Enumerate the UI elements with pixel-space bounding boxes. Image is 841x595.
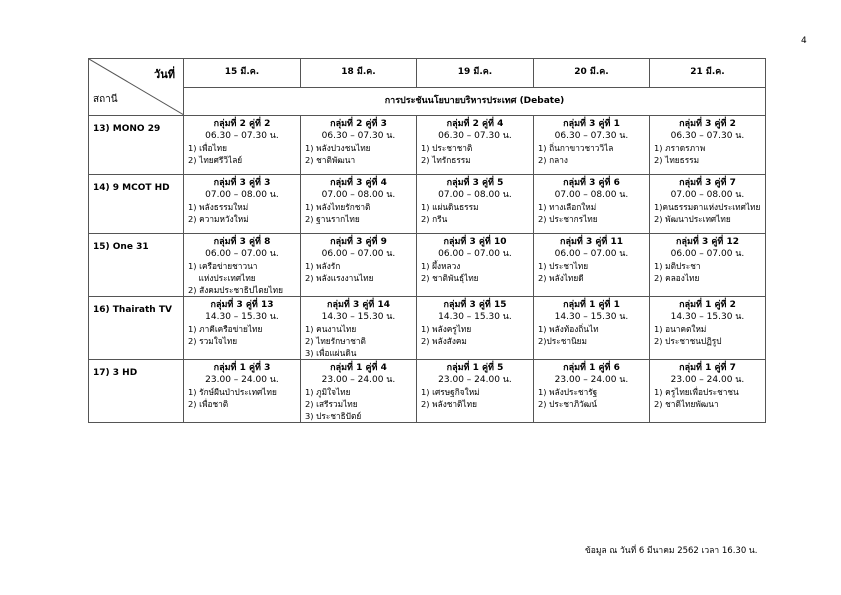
time-slot: 06.00 – 07.00 น. bbox=[670, 249, 745, 259]
group-pair-label: กลุ่มที่ 1 คู่ที่ 5 bbox=[446, 363, 504, 373]
schedule-cell bbox=[650, 175, 766, 234]
group-pair-label: กลุ่มที่ 3 คู่ที่ 8 bbox=[213, 237, 271, 247]
time-slot: 23.00 – 24.00 น. bbox=[554, 375, 629, 385]
party-name: 2) กลาง bbox=[538, 155, 568, 165]
party-name: 2) ความหวังใหม่ bbox=[188, 214, 249, 224]
schedule-cell bbox=[534, 116, 650, 175]
schedule-cell bbox=[417, 297, 534, 360]
data-timestamp-note: ข้อมูล ณ วันที่ 6 มีนาคม 2562 เวลา 16.30 น. bbox=[585, 546, 758, 556]
debate-schedule-table bbox=[88, 58, 766, 423]
group-pair-label: กลุ่มที่ 3 คู่ที่ 14 bbox=[327, 300, 390, 310]
station-name: 16) Thairath TV bbox=[89, 297, 184, 360]
group-pair-label: กลุ่มที่ 2 คู่ที่ 2 bbox=[213, 119, 271, 129]
party-name: 1) ภูมิใจไทย bbox=[305, 387, 351, 397]
time-slot: 23.00 – 24.00 น. bbox=[670, 375, 745, 385]
schedule-cell bbox=[417, 116, 534, 175]
schedule-cell bbox=[301, 234, 417, 297]
party-name: 1) พลังปวงชนไทย bbox=[305, 143, 371, 153]
party-name: 1) ประชาชาติ bbox=[421, 143, 473, 153]
corner-header-cell bbox=[89, 59, 184, 116]
party-name: 2) คลองไทย bbox=[654, 273, 700, 283]
schedule-cell bbox=[417, 234, 534, 297]
time-slot: 06.00 – 07.00 น. bbox=[205, 249, 279, 259]
time-slot: 14.30 – 15.30 น. bbox=[321, 312, 396, 322]
schedule-cell bbox=[184, 234, 301, 297]
corner-station-label: สถานี bbox=[93, 94, 118, 105]
schedule-cell bbox=[534, 234, 650, 297]
group-pair-label: กลุ่มที่ 1 คู่ที่ 3 bbox=[213, 363, 271, 373]
party-name: 2) รวมใจไทย bbox=[188, 336, 238, 346]
time-slot: 14.30 – 15.30 น. bbox=[670, 312, 745, 322]
station-name: 14) 9 MCOT HD bbox=[89, 175, 184, 234]
party-name: 1) ประชาไทย bbox=[538, 261, 589, 271]
time-slot: 06.30 – 07.30 น. bbox=[321, 131, 396, 141]
page-number: 4 bbox=[801, 36, 807, 46]
debate-title: การประชันนโยบายบริหารประเทศ (Debate) bbox=[184, 87, 766, 116]
schedule-cell bbox=[650, 116, 766, 175]
time-slot: 14.30 – 15.30 น. bbox=[554, 312, 629, 322]
group-pair-label: กลุ่มที่ 3 คู่ที่ 9 bbox=[330, 237, 387, 247]
group-pair-label: กลุ่มที่ 3 คู่ที่ 5 bbox=[446, 178, 504, 188]
party-name: 1) มติประชา bbox=[654, 261, 701, 271]
schedule-cell bbox=[534, 297, 650, 360]
party-name: 1) พลังรัก bbox=[305, 261, 341, 271]
party-name: 1) แผ่นดินธรรม bbox=[421, 202, 479, 212]
station-name: 13) MONO 29 bbox=[89, 116, 184, 175]
date-header: 19 มี.ค. bbox=[417, 59, 534, 88]
schedule-row bbox=[89, 175, 766, 234]
party-name: 1) ครูไทยเพื่อประชาชน bbox=[654, 387, 739, 397]
party-name: 1) เพื่อไทย bbox=[188, 143, 227, 153]
time-slot: 23.00 – 24.00 น. bbox=[321, 375, 396, 385]
party-name: 1) พลังไทยรักชาติ bbox=[305, 202, 371, 212]
group-pair-label: กลุ่มที่ 2 คู่ที่ 3 bbox=[330, 119, 387, 129]
group-pair-label: กลุ่มที่ 3 คู่ที่ 12 bbox=[676, 237, 739, 247]
time-slot: 14.30 – 15.30 น. bbox=[438, 312, 512, 322]
group-pair-label: กลุ่มที่ 3 คู่ที่ 1 bbox=[563, 119, 620, 129]
party-name: 2) ชาติไทยพัฒนา bbox=[654, 399, 719, 409]
time-slot: 06.30 – 07.30 น. bbox=[670, 131, 745, 141]
schedule-cell bbox=[301, 116, 417, 175]
time-slot: 07.00 – 08.00 น. bbox=[670, 190, 745, 200]
party-name: 1) พลังธรรมใหม่ bbox=[188, 202, 249, 212]
schedule-cell bbox=[417, 360, 534, 423]
time-slot: 07.00 – 08.00 น. bbox=[205, 190, 279, 200]
group-pair-label: กลุ่มที่ 1 คู่ที่ 2 bbox=[679, 300, 736, 310]
time-slot: 06.00 – 07.00 น. bbox=[554, 249, 629, 259]
party-name: 1) ผึ้งหลวง bbox=[421, 261, 461, 271]
schedule-cell bbox=[650, 297, 766, 360]
schedule-cell bbox=[184, 175, 301, 234]
schedule-cell bbox=[417, 175, 534, 234]
party-name: 2) พัฒนาประเทศไทย bbox=[654, 214, 731, 224]
party-name: 1) ภราดรภาพ bbox=[654, 143, 706, 153]
group-pair-label: กลุ่มที่ 3 คู่ที่ 10 bbox=[443, 237, 507, 247]
group-pair-label: กลุ่มที่ 3 คู่ที่ 15 bbox=[443, 300, 507, 310]
party-name: แห่งประเทศไทย bbox=[188, 273, 256, 283]
date-header: 15 มี.ค. bbox=[184, 59, 301, 88]
station-name: 17) 3 HD bbox=[89, 360, 184, 423]
party-name: 1) อนาคตใหม่ bbox=[654, 324, 707, 334]
time-slot: 23.00 – 24.00 น. bbox=[205, 375, 279, 385]
party-name: 1) พลังประชารัฐ bbox=[538, 387, 598, 397]
time-slot: 23.00 – 24.00 น. bbox=[438, 375, 512, 385]
schedule-cell bbox=[184, 297, 301, 360]
party-name: 2) กรีน bbox=[421, 214, 448, 224]
schedule-cell bbox=[301, 360, 417, 423]
time-slot: 06.30 – 07.30 น. bbox=[554, 131, 629, 141]
party-name: 1)คนธรรมดาแห่งประเทศไทย bbox=[654, 202, 761, 212]
time-slot: 06.00 – 07.00 น. bbox=[321, 249, 396, 259]
time-slot: 06.30 – 07.30 น. bbox=[438, 131, 512, 141]
time-slot: 07.00 – 08.00 น. bbox=[321, 190, 396, 200]
party-name: 2) พลังไทยดี bbox=[538, 273, 584, 283]
group-pair-label: กลุ่มที่ 3 คู่ที่ 6 bbox=[563, 178, 620, 188]
group-pair-label: กลุ่มที่ 3 คู่ที่ 11 bbox=[560, 237, 623, 247]
time-slot: 07.00 – 08.00 น. bbox=[438, 190, 512, 200]
party-name: 1) คนงานไทย bbox=[305, 324, 357, 334]
group-pair-label: กลุ่มที่ 3 คู่ที่ 13 bbox=[210, 300, 274, 310]
party-name: 1) ถิ่นกาขาวชาววิไล bbox=[538, 143, 614, 153]
schedule-cell bbox=[650, 234, 766, 297]
party-name: 2) ไทยธรรม bbox=[654, 155, 700, 165]
schedule-cell bbox=[301, 175, 417, 234]
party-name: 1) เศรษฐกิจใหม่ bbox=[421, 387, 480, 397]
schedule-row bbox=[89, 116, 766, 175]
date-header: 18 มี.ค. bbox=[301, 59, 417, 88]
party-name: 2) สังคมประชาธิปไตยไทย bbox=[188, 285, 284, 295]
party-name: 1) ภาคีเครือข่ายไทย bbox=[188, 324, 263, 334]
schedule-cell bbox=[650, 360, 766, 423]
party-name: 1) ทางเลือกใหม่ bbox=[538, 202, 597, 212]
schedule-cell bbox=[534, 360, 650, 423]
party-name: 3) เพื่อแผ่นดิน bbox=[305, 348, 357, 358]
corner-date-label: วันที่ bbox=[154, 68, 175, 81]
date-header: 21 มี.ค. bbox=[650, 59, 766, 88]
party-name: 2) ไทรักธรรม bbox=[421, 155, 471, 165]
schedule-cell bbox=[534, 175, 650, 234]
party-name: 2)ประชานิยม bbox=[538, 336, 587, 346]
time-slot: 06.00 – 07.00 น. bbox=[438, 249, 512, 259]
party-name: 2) พลังแรงงานไทย bbox=[305, 273, 374, 283]
schedule-cell bbox=[301, 297, 417, 360]
station-name: 15) One 31 bbox=[89, 234, 184, 297]
time-slot: 06.30 – 07.30 น. bbox=[205, 131, 279, 141]
party-name: 2) เพื่อชาติ bbox=[188, 399, 229, 409]
party-name: 2) ประชาชนปฏิรูป bbox=[654, 336, 722, 346]
party-name: 2) ไทยศรีวิไลย์ bbox=[188, 155, 243, 165]
time-slot: 07.00 – 08.00 น. bbox=[554, 190, 629, 200]
group-pair-label: กลุ่มที่ 3 คู่ที่ 2 bbox=[679, 119, 736, 129]
schedule-cell bbox=[184, 116, 301, 175]
party-name: 1) พลังครูไทย bbox=[421, 324, 472, 334]
group-pair-label: กลุ่มที่ 1 คู่ที่ 6 bbox=[563, 363, 620, 373]
party-name: 3) ประชาธิปัตย์ bbox=[305, 411, 362, 421]
group-pair-label: กลุ่มที่ 3 คู่ที่ 3 bbox=[213, 178, 271, 188]
time-slot: 14.30 – 15.30 น. bbox=[205, 312, 279, 322]
group-pair-label: กลุ่มที่ 3 คู่ที่ 4 bbox=[330, 178, 387, 188]
party-name: 2) ชาติพันธุ์ไทย bbox=[421, 273, 479, 283]
party-name: 1) รักษ์ผืนป่าประเทศไทย bbox=[188, 387, 277, 397]
schedule-row bbox=[89, 297, 766, 360]
party-name: 1) เครือข่ายชาวนา bbox=[188, 261, 258, 271]
group-pair-label: กลุ่มที่ 1 คู่ที่ 1 bbox=[563, 300, 620, 310]
party-name: 2) เสรีรวมไทย bbox=[305, 399, 358, 409]
group-pair-label: กลุ่มที่ 1 คู่ที่ 7 bbox=[679, 363, 736, 373]
party-name: 2) พลังสังคม bbox=[421, 336, 467, 346]
date-header: 20 มี.ค. bbox=[534, 59, 650, 88]
party-name: 2) ชาติพัฒนา bbox=[305, 155, 356, 165]
schedule-row bbox=[89, 234, 766, 297]
party-name: 2) ประชากรไทย bbox=[538, 214, 598, 224]
party-name: 2) ฐานรากไทย bbox=[305, 214, 360, 224]
group-pair-label: กลุ่มที่ 2 คู่ที่ 4 bbox=[446, 119, 504, 129]
party-name: 2) พลังชาติไทย bbox=[421, 399, 477, 409]
schedule-row bbox=[89, 360, 766, 423]
group-pair-label: กลุ่มที่ 1 คู่ที่ 4 bbox=[330, 363, 387, 373]
party-name: 1) พลังท้องถิ่นไท bbox=[538, 324, 599, 334]
party-name: 2) ประชาภิวัฒน์ bbox=[538, 399, 597, 409]
schedule-cell bbox=[184, 360, 301, 423]
party-name: 2) ไทยรักษาชาติ bbox=[305, 336, 366, 346]
group-pair-label: กลุ่มที่ 3 คู่ที่ 7 bbox=[679, 178, 736, 188]
